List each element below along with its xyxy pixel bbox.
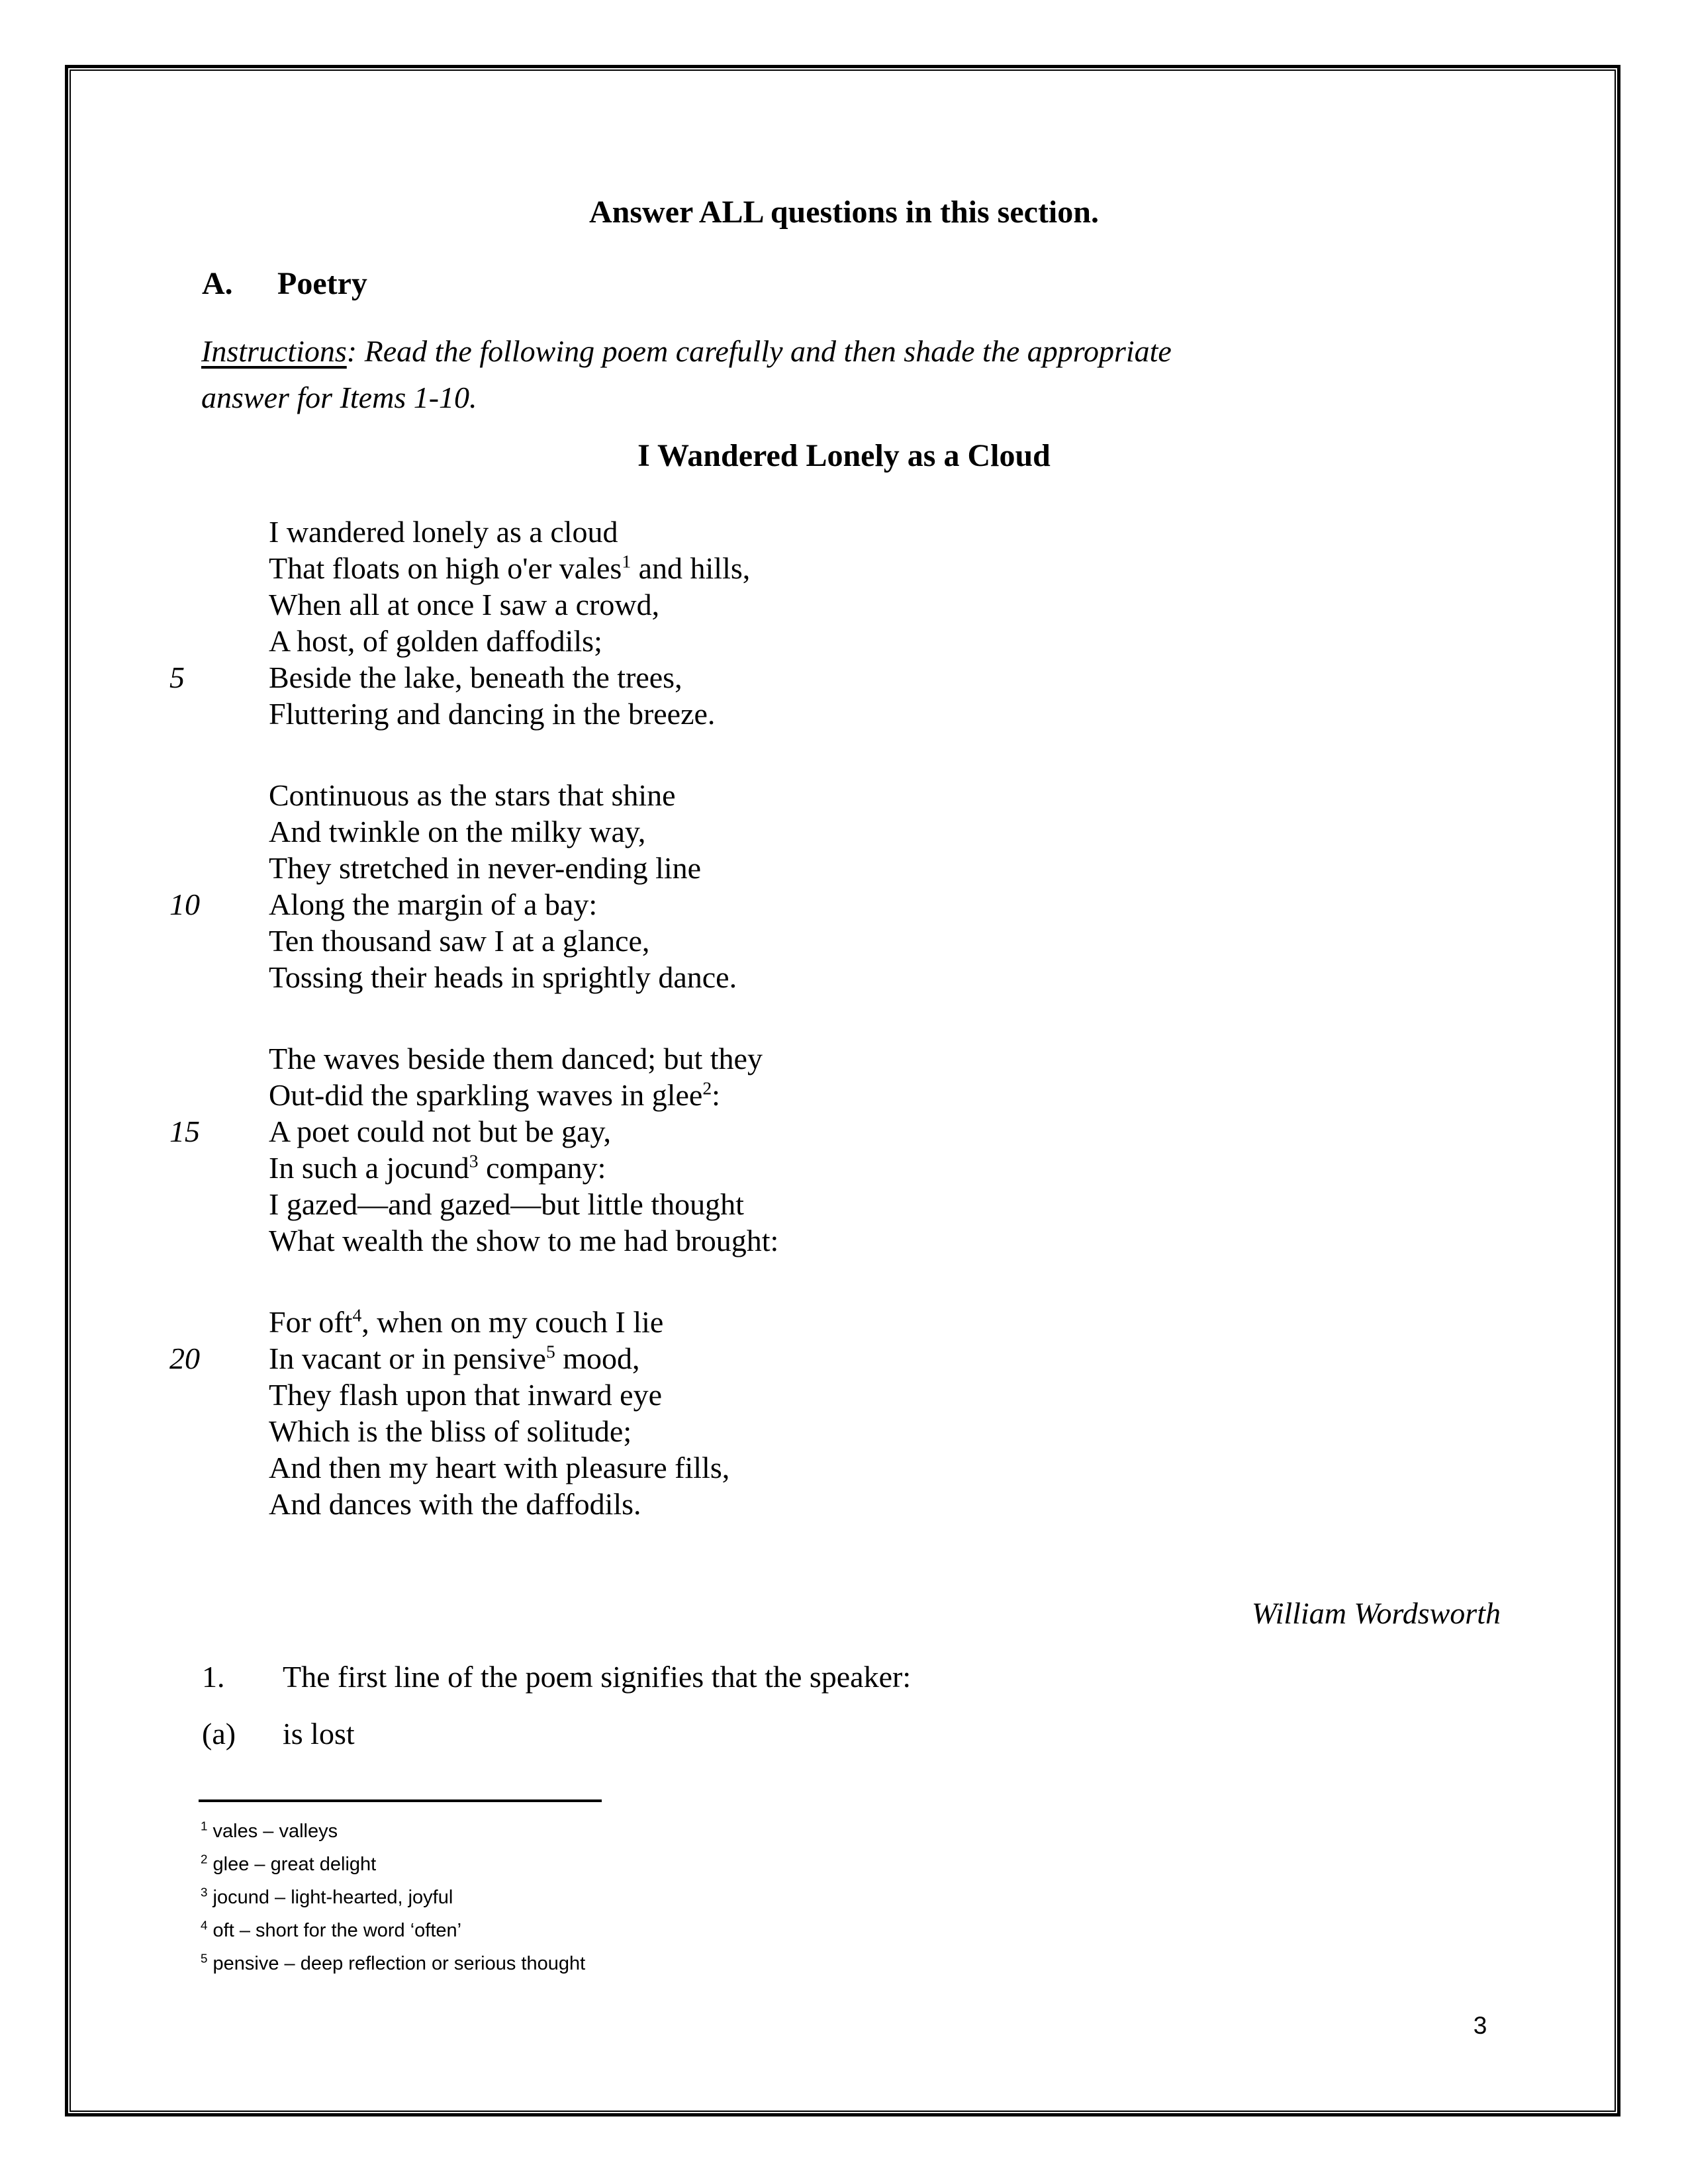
question-text: The first line of the poem signifies that the speaker: [283, 1660, 912, 1694]
poem-title: I Wandered Lonely as a Cloud [637, 438, 1051, 473]
footnote-number: 2 [201, 1852, 208, 1866]
poem-line: I gazed—and gazed—but little thought [269, 1187, 744, 1221]
poem-line: 20 In vacant or in pensive$^5$ mood, [169, 1341, 640, 1375]
poem-stanza [169, 1040, 779, 1259]
instructions-label: Instructions [201, 334, 347, 368]
instructions-text-line1: : Read the following poem carefully and then shade the appropriate [346, 334, 1172, 368]
poem-line: A host, of golden daffodils; [269, 624, 602, 658]
poem-stanza [169, 777, 778, 995]
section-title: Poetry [277, 266, 367, 301]
poem-line-number: 5 [169, 660, 185, 694]
footnote-item: $^4$ oft – short for the word ‘often’ [201, 1918, 462, 1941]
poem-line: They flash upon that inward eye [269, 1378, 662, 1412]
poem-stanza [169, 514, 778, 732]
poem-line: I wandered lonely as a cloud [269, 515, 618, 549]
poem-line: For oft$^4$, when on my couch I lie [269, 1304, 664, 1339]
poem-line: 5 Beside the lake, beneath the trees, [169, 660, 682, 694]
footnote-ref: 2 [702, 1077, 712, 1099]
footnote-list [201, 1815, 585, 1980]
section-header: Answer ALL questions in this section. [589, 195, 1099, 230]
footnote-number: 4 [201, 1918, 208, 1933]
poem-line: They stretched in never-ending line [269, 851, 702, 885]
poem-line: And dances with the daffodils. [269, 1487, 641, 1521]
poem-line: 15 A poet could not but be gay, [169, 1115, 611, 1148]
poem-line: The waves beside them danced; but they [269, 1042, 763, 1075]
poem-line-number: 20 [169, 1342, 200, 1375]
poem-line: Out-did the sparkling waves in glee$^2$: [269, 1077, 720, 1112]
footnote-ref: 4 [352, 1304, 362, 1326]
footnote-number: 3 [201, 1885, 208, 1899]
poem-line: Fluttering and dancing in the breeze. [269, 697, 716, 731]
footnote-divider [199, 1799, 602, 1802]
poem-line: In such a jocund$^3$ company: [269, 1150, 606, 1185]
option-a [202, 1715, 355, 1752]
footnote-ref: 1 [622, 551, 632, 572]
poem-line: And then my heart with pleasure fills, [269, 1451, 730, 1484]
poem-line: When all at once I saw a crowd, [269, 588, 660, 621]
poem-line: 10 Along the margin of a bay: [169, 887, 598, 921]
footnote-item: $^3$ jocund – light-hearted, joyful [201, 1885, 453, 1908]
question-number: 1. [202, 1660, 225, 1694]
footnote-item: $^1$ vales – valleys [201, 1819, 338, 1842]
option-label: (a) [202, 1717, 236, 1751]
page-number: 3 [1473, 2012, 1487, 2039]
poem-line-number: 10 [169, 887, 200, 921]
poem-line: That floats on high o'er vales$^1$ and hills, [269, 551, 751, 585]
poem-line: Tossing their heads in sprightly dance. [269, 960, 737, 994]
section-heading [202, 265, 367, 303]
poem-author: William Wordsworth [1251, 1596, 1501, 1630]
poem-line: Which is the bliss of solitude; [269, 1414, 632, 1448]
footnote-item: $^5$ pensive – deep reflection or serious thought [201, 1951, 586, 1974]
option-text: is lost [283, 1717, 355, 1751]
instructions [201, 328, 1499, 421]
footnote-ref: 3 [469, 1150, 479, 1171]
footnote-number: 5 [201, 1951, 208, 1966]
poem-stanza [169, 1304, 778, 1522]
question-1 [202, 1659, 911, 1696]
poem-line: Continuous as the stars that shine [269, 778, 676, 812]
poem-line: Ten thousand saw I at a glance, [269, 924, 650, 958]
footnote-item: $^2$ glee – great delight [201, 1852, 377, 1875]
footnote-number: 1 [201, 1819, 208, 1833]
section-label: A. [202, 266, 233, 301]
poem-stanzas [169, 514, 779, 1567]
poem-line: What wealth the show to me had brought: [269, 1224, 779, 1257]
poem-line-number: 15 [169, 1115, 200, 1148]
instructions-text-line2: answer for Items 1-10. [201, 381, 477, 414]
poem-line: And twinkle on the milky way, [269, 815, 646, 848]
footnote-ref: 5 [545, 1341, 555, 1362]
